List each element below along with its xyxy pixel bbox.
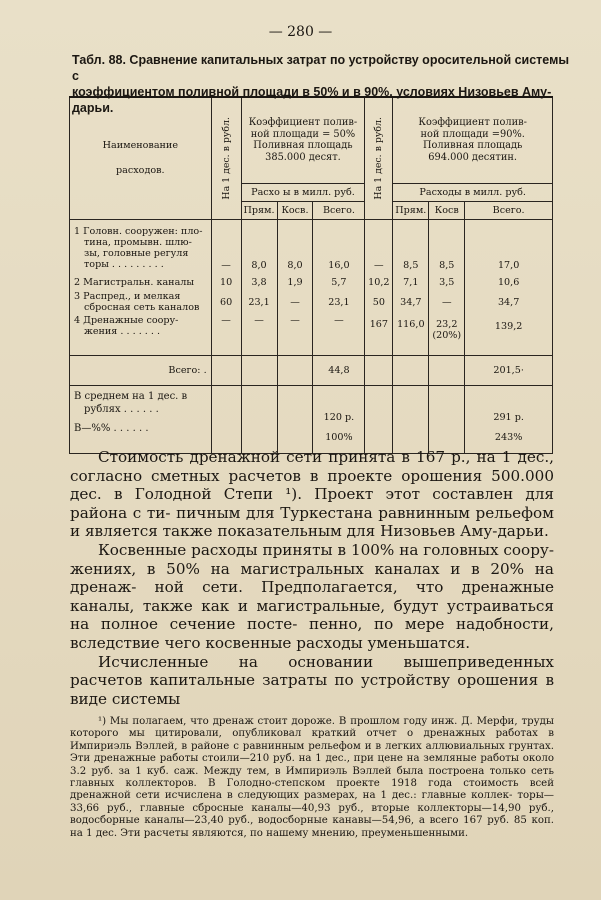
header-total-1: Всего. [313,201,365,219]
header-per-des-2: На 1 дес. в рубл. [365,97,393,219]
table-row: 3 Распред., и мелкая сбросная сеть каналов 60 23,1 — 23,1 50 34,7 — 34,7 [70,289,553,315]
header-per-des-1: На 1 дес. в рубл. [211,97,241,219]
header-group-50: Коэффициент полив- ной площади = 50% Поливная площадь 385.000 десят. [241,97,365,183]
header-group-90: Коэффициент полив- ной площади =90%. Поливная площадь 694.000 десятин. [393,97,553,183]
table-row-average: В среднем на 1 дес. в рублях . . . . . . В—%% . . . . . . 120 р. 100% 291 р. 243% [70,385,553,453]
table-row: 1 Головн. сооружен: пло- тина, промывн. шлю- зы, головные регуля торы . . . . . . . . . — 8,0 8,0 16,0 — 8,5 8,5 17,0 [70,219,553,275]
header-name-line-2: расходов. [116,165,165,177]
table-row: 4 Дренажные соору- жения . . . . . . . — — — — 167 116,0 23,2 (20%) 139,2 [70,315,553,355]
table-row-total: Всего: . 44,8 201,5· [70,355,553,385]
page-number: — 280 — [268,24,333,40]
cost-comparison-table [69,96,553,454]
header-expenses-2: Расходы в милл. руб. [393,183,553,201]
footnote: ¹) Мы полагаем, что дренаж стоит дороже. В прошлом году инж. Д. Мерфи, труды которого мы цитировали, опубликовал краткий отчет о дренажных работах в Импириэль Вэллей, в районе с равнинным рельефом и в легких аллювиальных грунтах. Эти дренажные работы стоили—210 руб. на 1 дес., при цене на земляные работы около 3.2 руб. за 1 куб. саж. Между тем, в Импириэль Вэллей была построена только сеть главных коллекторов. В Голодно-степском проекте 1918 года стоимость всей дренажной сети исчислена в следующих размерах, на 1 дес.: главные коллек- торы—33,66 руб., главные сбросные каналы—40,93 руб., вторые коллекторы—14,90 руб., водосборные каналы—23,40 руб., водосборные канавы—54,96, а всего 167 руб. 85 коп. на 1 дес. Эти расчеты являются, по нашему мнению, преуменьшенными. [70,716,554,839]
header-name-col [70,97,212,219]
table-row: 2 Магистральн. каналы 10 3,8 1,9 5,7 10,2 7,1 3,5 10,6 [70,275,553,289]
header-direct-2: Прям. [393,201,429,219]
paragraph-1: Стоимость дренажной сети принята в 167 р., на 1 дес., согласно сметных расчетов в проекте орошения 500.000 дес. в Голодной Степи ¹). Проект этот составлен для района с ти- пичным для Туркестана равнинным рельефом и является также показательным для Низовьев Аму-дарьи. [70,448,554,541]
paragraph-3: Исчисленные на основании вышеприведенных расчетов капитальные затраты по устройству орошения в виде системы [70,652,554,708]
caption-line-1: Табл. 88. Сравнение капитальных затрат по устройству оросительной системы с [72,53,570,83]
paragraph-2: Косвенные расходы приняты в 100% на головных соору- жениях, в 50% на магистральных каналах и в 20% на дренаж- ной сети. Предполагается, что дренажные каналы, также как и магистральные, будут устраиваться на полное сечение посте- пенно, по мере надобности, вследствие чего косвенные расходы уменьшатся. [70,540,554,652]
header-indirect-2: Косв [429,201,465,219]
total-value-2: 201,5· [465,355,553,385]
header-indirect-1: Косв. [277,201,313,219]
total-value-1: 44,8 [313,355,365,385]
caption-line-2: коэффициентом поливной площади в 50% и в 90%, условиях Низовьев Аму-дарьи. [72,85,552,115]
header-name-line-1: Наименование [102,140,179,152]
header-total-2: Всего. [465,201,553,219]
header-direct-1: Прям. [241,201,277,219]
body-text [70,448,554,708]
header-expenses-1: Расхо ы в милл. руб. [241,183,365,201]
